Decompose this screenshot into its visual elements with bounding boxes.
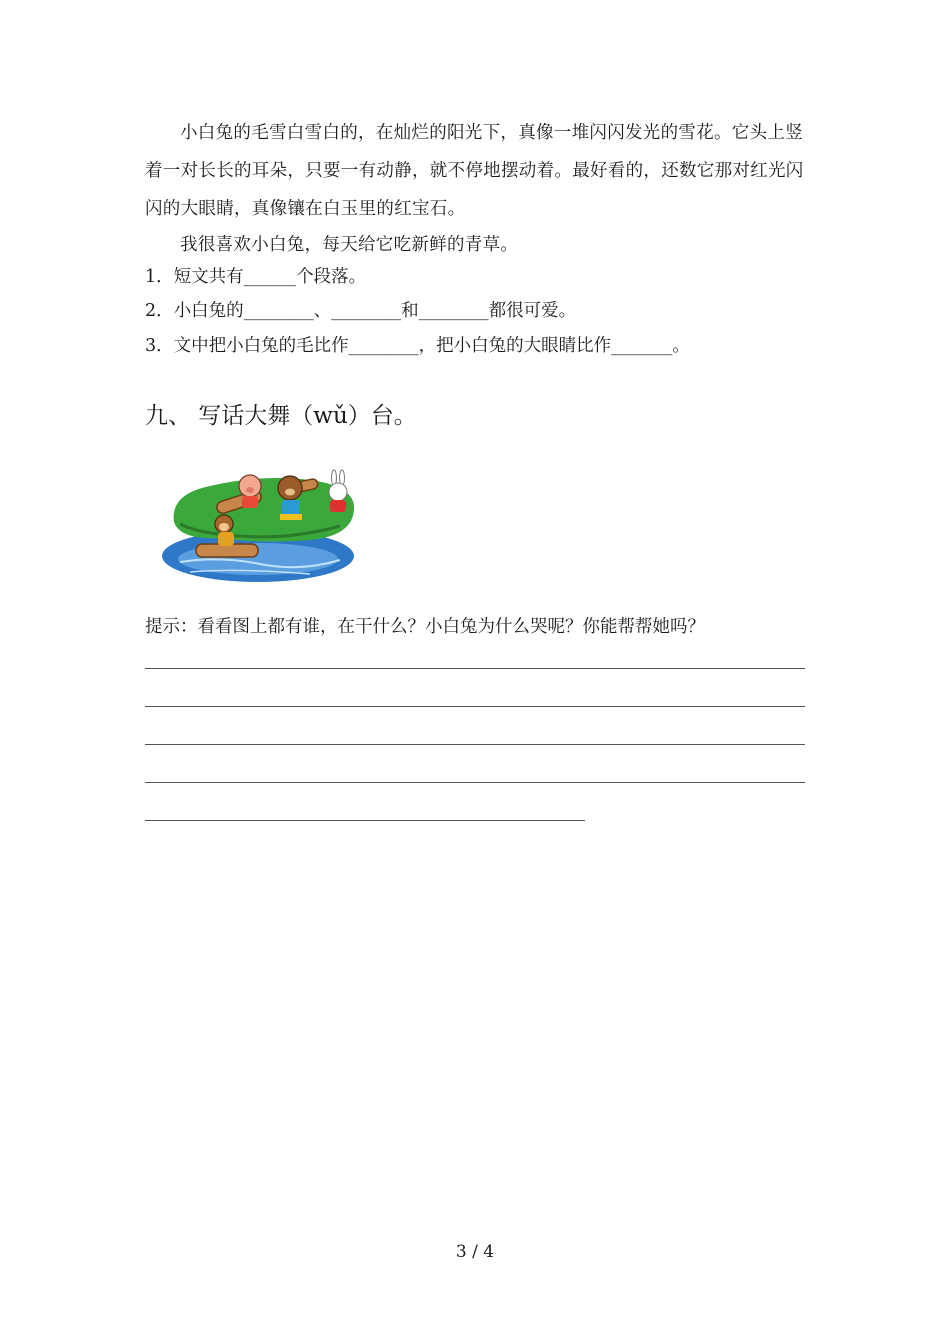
question-2: 2．小白兔的________、________和________都很可爱。 bbox=[145, 301, 577, 321]
rabbit-dress bbox=[330, 500, 346, 512]
question-3: 3．文中把小白兔的毛比作________，把小白兔的大眼睛比作_______。 bbox=[145, 336, 690, 356]
passage-paragraph-2: 我很喜欢小白兔，每天给它吃新鲜的青草。 bbox=[180, 235, 519, 255]
passage-paragraph-1: 小白兔的毛雪白雪白的，在灿烂的阳光下，真像一堆闪闪发光的雪花。它头上竖着一对长长的耳朵，只要一有动静，就不停地摆动着。最好看的，还数它那对红光闪闪的大眼睛，真像镶在白玉里的红宝石。 bbox=[145, 123, 804, 219]
pig-body bbox=[242, 496, 258, 508]
writing-line[interactable] bbox=[145, 744, 805, 745]
monkey-body bbox=[218, 532, 234, 546]
bear-head bbox=[278, 476, 302, 500]
writing-line[interactable] bbox=[145, 782, 805, 783]
section-9-heading: 九、 写话大舞（wǔ）台。 bbox=[145, 403, 417, 429]
question-1: 1．短文共有______个段落。 bbox=[145, 267, 367, 287]
writing-line[interactable] bbox=[145, 668, 805, 669]
writing-line[interactable] bbox=[145, 706, 805, 707]
writing-line[interactable] bbox=[145, 820, 585, 821]
bear-body bbox=[282, 500, 300, 516]
writing-hint: 提示：看看图上都有谁，在干什么？小白兔为什么哭呢？你能帮帮她吗？ bbox=[145, 617, 705, 637]
animals-river-illustration bbox=[160, 464, 360, 586]
rabbit-head bbox=[329, 483, 347, 501]
pig-head bbox=[239, 475, 261, 497]
page-number: 3 / 4 bbox=[455, 1242, 495, 1262]
